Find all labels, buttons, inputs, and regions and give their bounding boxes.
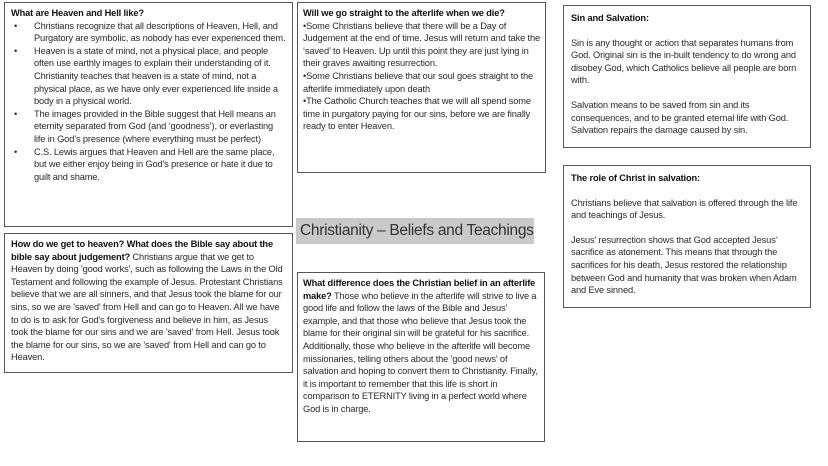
afterlife-point: •Some Christians believe that there will be a Day of Judgement at the end of time. Jesus will return and take the ‘saved’ to Heaven. Up until this point they are just lying in their graves awaiting resurrection. bbox=[303, 20, 540, 69]
belief-difference-body: Those who believe in the afterlife will strive to live a good life and follow the laws of the Bible and Jesus' example, and that those who believe that Jesus took the blame for their original sin will be grateful for his sacrifice. Additionally, those who believe in the afterlife will become missionaries, telling others about the 'good news' of salvation and hoping to convert them to Christianity. Finally, it is important to remember that this life is short in comparison to ETERNITY living in a perfect world where God is in charge. bbox=[303, 290, 538, 414]
sin-salvation-heading: Sin and Salvation: bbox=[571, 13, 649, 23]
list-item: • Christians recognize that all descriptions of Heaven, Hell, and Purgatory are symbolic, as nobody has ever experienced them. bbox=[11, 20, 286, 45]
afterlife-timing-heading: Will we go straight to the afterlife when we die? bbox=[303, 8, 505, 18]
afterlife-point: •Some Christians believe that our soul goes straight to the afterlife immediately upon death bbox=[303, 70, 534, 94]
afterlife-point: •The Catholic Church teaches that we will all spend some time in purgatory paying for our sins, before we are finally ready to enter Heaven. bbox=[303, 96, 531, 132]
sin-paragraph: Sin is any thought or action that separates humans from God. Original sin is the in-built tendency to do wrong and disobey God, which Catholics believe all people are born with. bbox=[571, 37, 797, 86]
get-to-heaven-body: Christians argue that we get to Heaven by doing 'good works', such as following the Laws in the Old Testament and following the example of Jesus. Protestant Christians believe that we are all sinners, and that Jesus took the blame for our sins, so we are 'saved' from Hell and can go to Heaven. All we have to do is to ask for God's forgiveness and believe in him, as Jesus took the blame for our sins and we are 'saved' from Hell. Jesus took the blame for our sins, so we are 'saved' from Hell and can go to Heaven. bbox=[11, 251, 283, 363]
salvation-paragraph: Salvation means to be saved from sin and its consequences, and to be granted eternal life with God. Salvation repairs the damage caused by sin. bbox=[571, 99, 789, 136]
role-of-christ-heading: The role of Christ in salvation: bbox=[571, 173, 700, 183]
belief-difference-heading: What difference does the Christian belief in an afterlife make? bbox=[303, 278, 536, 301]
belief-difference-box bbox=[297, 272, 545, 442]
list-item: • C.S. Lewis argues that Heaven and Hell are the same place, but we either enjoy being in God's presence or hate it due to guilt and shame. bbox=[11, 146, 286, 184]
list-item: • The images provided in the Bible suggest that Hell means an eternity separated from God (and ‘goodness’), or everlasting life in God’s presence (where everything must be perfect) bbox=[11, 108, 286, 146]
list-item: • Heaven is a state of mind, not a physical place, and people often use earthly images to explain their understanding of it. Christianity teaches that heaven is a state of mind, not a physical place, as we have only ever experienced life inside a body in a physical world. bbox=[11, 45, 286, 108]
role-of-christ-box bbox=[563, 165, 811, 308]
role-paragraph: Jesus’ resurrection shows that God accepted Jesus’ sacrifice as atonement. This means that through the sacrifices for his death, Jesus restored the relationship between God and humanity that was broken when Adam and Eve sinned. bbox=[571, 234, 797, 296]
get-to-heaven-box bbox=[4, 233, 293, 373]
sin-salvation-box bbox=[563, 5, 811, 148]
heaven-hell-heading: What are Heaven and Hell like? bbox=[11, 8, 144, 18]
heaven-hell-list bbox=[11, 20, 286, 184]
heaven-hell-box bbox=[4, 2, 293, 227]
role-paragraph: Christians believe that salvation is offered through the life and teachings of Jesus. bbox=[571, 197, 798, 221]
afterlife-timing-box bbox=[297, 2, 546, 173]
get-to-heaven-heading: How do we get to heaven? What does the Bible say about the bible say about judgement? bbox=[11, 239, 273, 262]
page-title: Christianity – Beliefs and Teachings bbox=[296, 218, 534, 244]
